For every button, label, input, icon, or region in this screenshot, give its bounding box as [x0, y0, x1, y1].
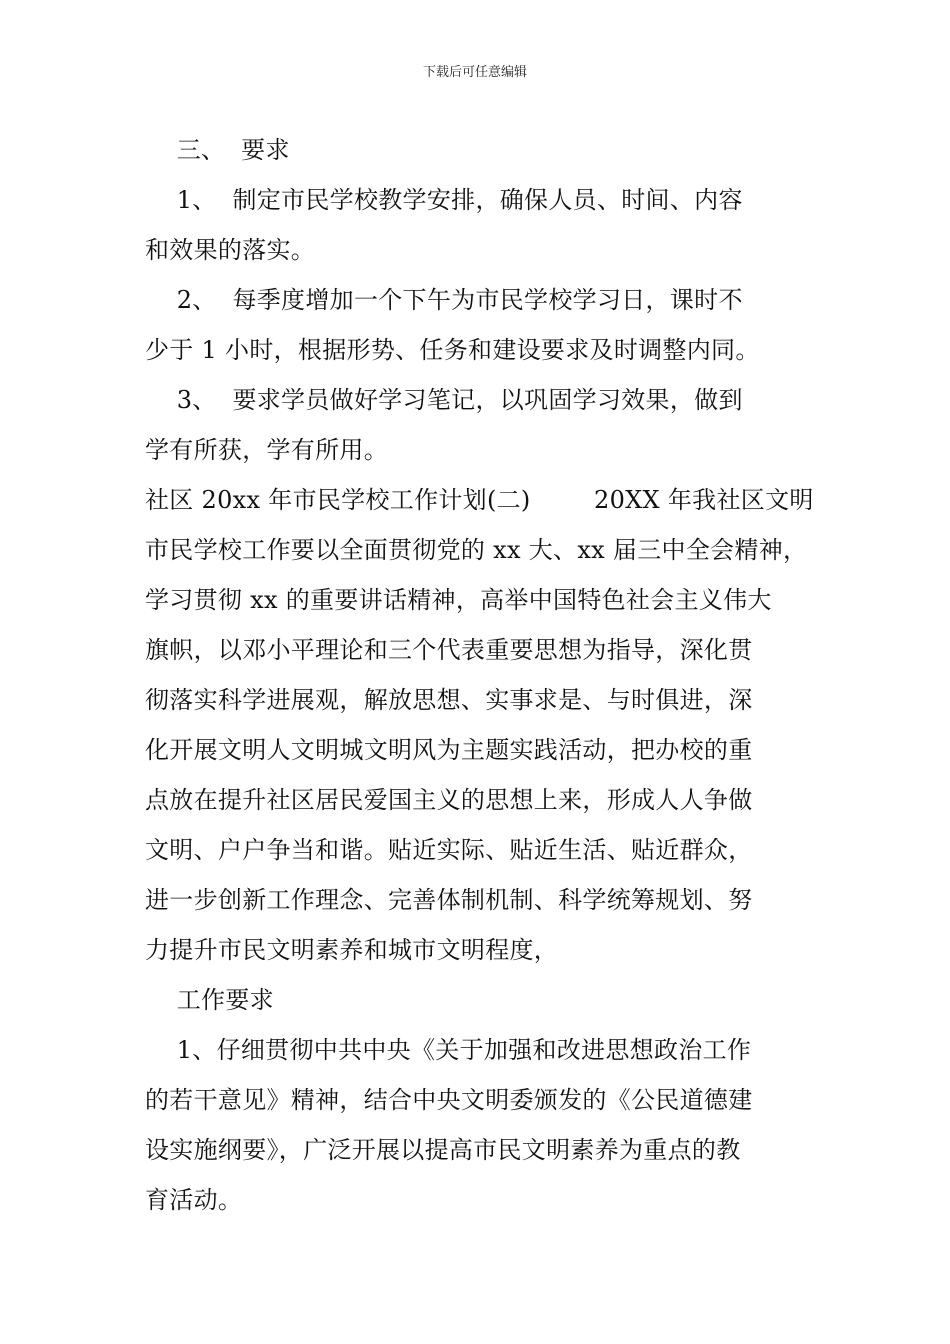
text-line: 学习贯彻 xx 的重要讲话精神，高举中国特色社会主义伟大: [145, 586, 772, 614]
document-body: [145, 125, 813, 1225]
text-line: 工作要求: [145, 986, 274, 1014]
text-line: 1、 制定市民学校教学安排，确保人员、时间、内容: [145, 186, 743, 214]
text-line: 3、 要求学员做好学习笔记，以巩固学习效果，做到: [145, 386, 743, 414]
text-line: 学有所获，学有所用。: [145, 436, 388, 464]
text-line: 市民学校工作要以全面贯彻党的 xx 大、xx 届三中全会精神，: [145, 536, 808, 564]
text-line: 彻落实科学进展观，解放思想、实事求是、与时俱进，深: [145, 686, 753, 714]
text-line: 的若干意见》精神，结合中央文明委颁发的《公民道德建: [145, 1086, 753, 1114]
text-line: 2、 每季度增加一个下午为市民学校学习日，课时不: [145, 286, 743, 314]
text-line: 1、仔细贯彻中共中央《关于加强和改进思想政治工作: [145, 1036, 752, 1064]
page-header-note: 下载后可任意编辑: [422, 65, 527, 80]
text-line: 少于 1 小时，根据形势、任务和建设要求及时调整内同。: [145, 336, 760, 364]
text-line: 社区 20xx 年市民学校工作计划(二) 20XX 年我社区文明: [145, 486, 814, 514]
text-line: 点放在提升社区居民爱国主义的思想上来，形成人人争做: [145, 786, 753, 814]
text-line: 力提升市民文明素养和城市文明程度，: [145, 936, 559, 964]
text-line: 旗帜，以邓小平理论和三个代表重要思想为指导，深化贯: [145, 636, 753, 664]
text-line: 和效果的落实。: [145, 236, 316, 264]
text-line: 三、 要求: [145, 136, 290, 164]
text-line: 设实施纲要》，广泛开展以提高市民文明素养为重点的教: [145, 1136, 741, 1164]
text-line: 进一步创新工作理念、完善体制机制、科学统筹规划、努: [145, 886, 753, 914]
text-line: 文明、户户争当和谐。贴近实际、贴近生活、贴近群众，: [145, 836, 753, 864]
text-line: 化开展文明人文明城文明风为主题实践活动，把办校的重: [145, 736, 753, 764]
text-line: 育活动。: [145, 1186, 243, 1214]
